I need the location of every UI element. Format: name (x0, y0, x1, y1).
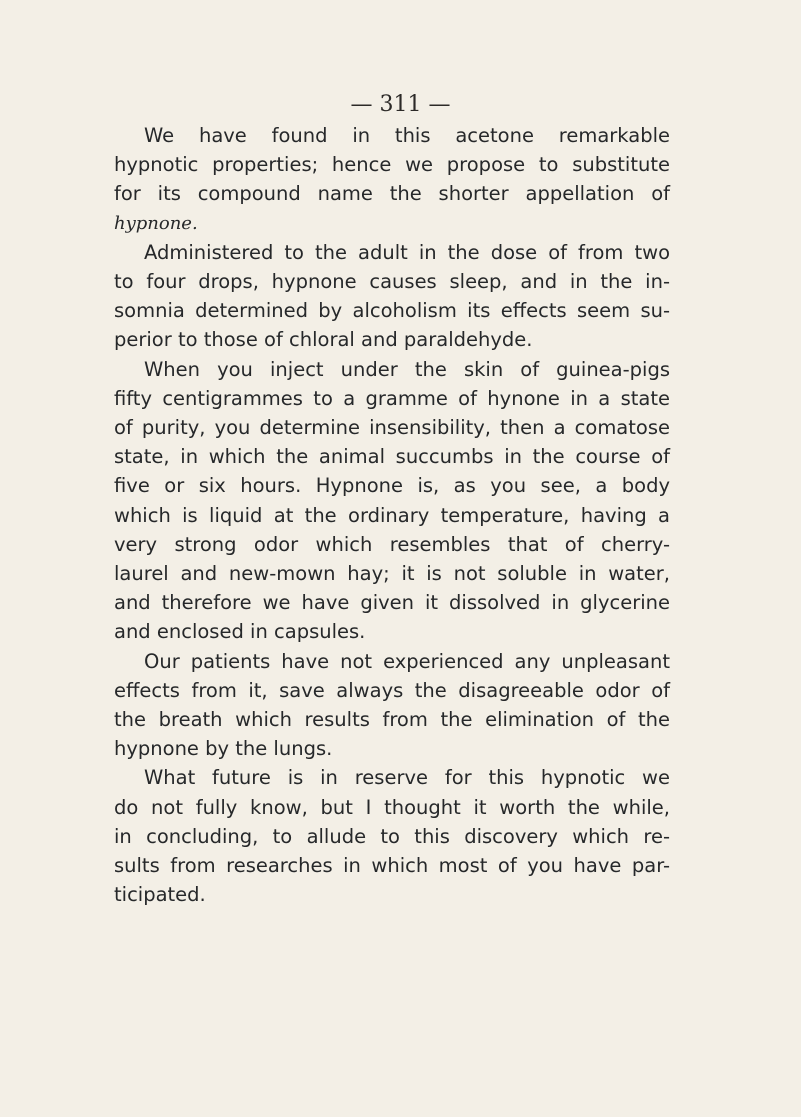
text-line: five or six hours. Hypnone is, as you see, a body (114, 474, 670, 498)
italic-term: hypnone. (114, 212, 198, 234)
text-line: What future is in reserve for this hypnotic we (144, 766, 670, 790)
text-line: perior to those of chloral and paraldehyde. (114, 328, 533, 352)
text-line: effects from it, save always the disagreeable odor of (114, 678, 670, 702)
paragraph-4 (114, 647, 670, 764)
text-line: hypnone by the lungs. (114, 737, 333, 761)
text-line: laurel and new-mown hay; it is not soluble in water, (114, 562, 670, 586)
text-line: hypnotic properties; hence we propose to substitute (114, 153, 670, 177)
paragraph-2 (114, 238, 670, 355)
text-line: the breath which results from the elimination of the (114, 708, 670, 732)
text-line: sults from researches in which most of you have par- (114, 854, 670, 878)
text-line: Administered to the adult in the dose of from two (144, 240, 670, 264)
text-line: of purity, you determine insensibility, then a comatose (114, 416, 670, 440)
text-line: very strong odor which resembles that of cherry- (114, 532, 670, 556)
page-number: — 311 — (350, 92, 451, 117)
paragraph-5 (114, 763, 670, 909)
text-line: somnia determined by alcoholism its effects seem su- (114, 299, 670, 323)
text-line: in concluding, to allude to this discovery which re- (114, 824, 670, 848)
text-line: When you inject under the skin of guinea-pigs (144, 357, 670, 381)
text-line: and therefore we have given it dissolved in glycerine (114, 591, 670, 615)
text-line: Our patients have not experienced any unpleasant (144, 649, 670, 673)
text-line: state, in which the animal succumbs in the course of (114, 445, 670, 469)
paragraph-3 (114, 355, 670, 647)
text-line: for its compound name the shorter appellation of (114, 182, 670, 206)
text-line: and enclosed in capsules. (114, 620, 366, 644)
text-line: fifty centigrammes to a gramme of hynone in a state (114, 386, 670, 410)
text-line: to four drops, hypnone causes sleep, and in the in- (114, 270, 670, 294)
text-line: We have found in this acetone remarkable (144, 124, 670, 147)
text-line: ticipated. (114, 883, 206, 907)
text-line: which is liquid at the ordinary temperature, having a (114, 503, 670, 527)
body-text (114, 121, 670, 909)
text-line: do not fully know, but I thought it worth the while, (114, 795, 670, 819)
paragraph-1 (114, 121, 670, 238)
